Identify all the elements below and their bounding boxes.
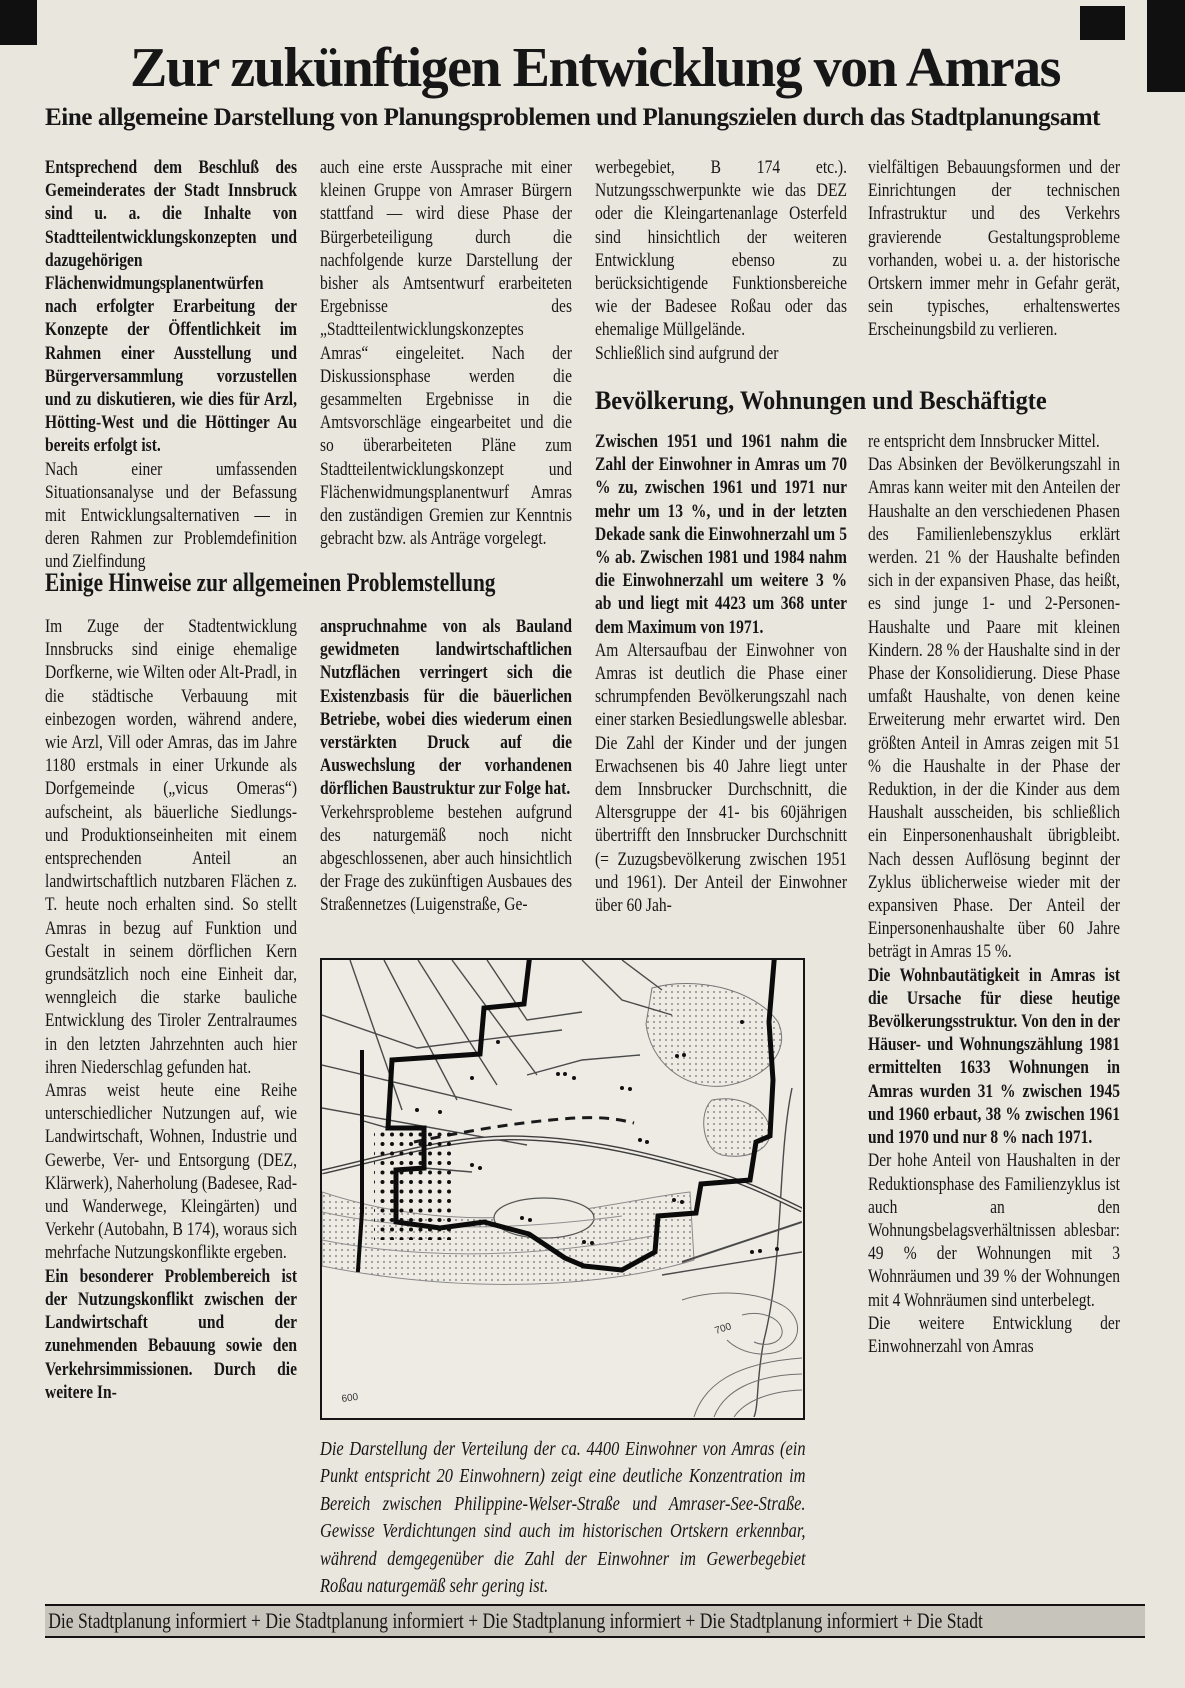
map-drawing	[322, 960, 802, 1417]
paragraph: Schließlich sind aufgrund der	[595, 343, 779, 364]
paragraph: Amras weist heute eine Reihe unterschiedlicher Nutzungen auf, wie Landwirtschaft, Wohnen, Industrie und Gewerbe, Ver- und Entsorgung (DEZ, Klärwerk), Naherholung (Badesee, Rad- und Wanderwege, Kleingärten) und Verkehr (Autobahn, B 174), woraus sich mehrfache Nutzungskonflikte ergeben.	[45, 1081, 297, 1264]
paragraph: Ein besonderer Problembereich ist der Nutzungskonflikt zwischen der Landwirtschaft und der zunehmenden Bebauung sowie den Verkehrsimmissionen. Durch die weitere In-	[45, 1266, 297, 1403]
column-1-main	[45, 616, 297, 1405]
crop-mark-top-right	[1080, 6, 1125, 40]
paragraph: Am Altersaufbau der Einwohner von Amras ist deutlich die Phase einer schrumpfenden Bevölkerungszahl nach einer starken Besiedlungswelle ablesbar. Die Zahl der Kinder und der jungen Erwachsenen bis 40 Jahre liegt unter dem Innsbrucker Durchschnitt, die Altersgruppe der 41- bis 60jährigen übertrifft den Innsbrucker Durchschnitt (= Zuzugsbevölkerung zwischen 1951 und 1961). Der Anteil der Einwohner über 60 Jah-	[595, 640, 847, 917]
paragraph: Die Wohnbautätigkeit in Amras ist die Ursache für diese heutige Bevölkerungsstruktur. Von den in der Häuser- und Wohnungszählung 1981 ermittelten 1633 Wohnungen in Amras wurden 31 % zwischen 1945 und 1960 erbaut, 38 % zwischen 1961 und 1970 und nur 8 % nach 1971.	[868, 965, 1120, 1149]
paragraph: Zwischen 1951 und 1961 nahm die Zahl der Einwohner in Amras um 70 % zu, zwischen 1961 und 1971 nur mehr um 13 %, und in der letzten Dekade sank die Einwohnerzahl um 5 % ab. Zwischen 1981 und 1984 nahm die Einwohnerzahl um weitere 3 % ab und liegt mit 4423 um 368 unter dem Maximum von 1971.	[595, 432, 847, 638]
lead-paragraph: Entsprechend dem Beschluß des Gemeinderates der Stadt Innsbruck sind u. a. die Inhalte von Stadtteilentwicklungskonzepten und dazugehörigen Flächenwidmungsplanentwürfen nach erfolgter Erarbeitung der Konzepte der Öffentlichkeit im Rahmen einer Ausstellung und Bürgerversammlung vorzustellen und zu diskutieren, wie dies für Arzl, Hötting-West und die Höttinger Au bereits erfolgt ist.	[45, 158, 297, 457]
population-distribution-map	[320, 958, 805, 1420]
paragraph: vielfältigen Bebauungsformen und der Einrichtungen der technischen Infrastruktur und des Verkehrs gravierende Gestaltungsprobleme vorhanden, wobei u. a. der historische Ortskern immer mehr in Gefahr gerät, sein typisches, erhaltenswertes Erscheinungsbild zu verlieren.	[868, 158, 1120, 341]
paragraph: Verkehrsprobleme bestehen aufgrund des naturgemäß noch nicht abgeschlossenen, aber auch hinsichtlich der Frage des zukünftigen Ausbaues des Straßennetzes (Luigenstraße, Ge-	[320, 802, 572, 916]
footer-banner-text: Die Stadtplanung informiert + Die Stadtplanung informiert + Die Stadtplanung informiert + Die Stadtplanung informiert + Die Stadt	[48, 1608, 983, 1633]
map-caption: Die Darstellung der Verteilung der ca. 4400 Einwohner von Amras (ein Punkt entspricht 20 Einwohnern) zeigt eine deutliche Konzentration im Bereich zwischen Philippine-Welser-Straße und Amraser-See-Straße. Gewisse Verdichtungen sind auch im historischen Ortskern erkennbar, während demgegenüber die Zahl der Einwohner im Gewerbegebiet Roßau naturgemäß sehr gering ist.	[320, 1439, 806, 1598]
column-4-main	[868, 431, 1120, 1599]
paragraph: Im Zuge der Stadtentwicklung Innsbrucks sind einige ehemalige Dorfkerne, wie Wilten oder Alt-Pradl, in die städtische Verbauung mit einbezogen worden, während andere, wie Arzl, Vill oder Amras, das im Jahre 1180 erstmals in einer Urkunde als Dorfgemeinde („vicus Omeras“) aufscheint, als bäuerliche Siedlungs- und Produktionseinheiten mit einem entsprechenden Anteil an landwirtschaftlich nutzbaren Flächen z. T. heute noch erhalten sind. So stellt Amras in bezug auf Funktion und Gestalt in seinem dörflichen Kern grundsätzlich noch eine Einheit dar, wenngleich die starke bauliche Entwicklung des Tiroler Zentralraumes in den letzten Jahrzehnten auch hier ihren Niederschlag gefunden hat.	[45, 617, 297, 1078]
column-1-intro	[45, 157, 297, 575]
paragraph: Der hohe Anteil von Haushalten in der Reduktionsphase des Familienzyklus ist auch an den Wohnungsbelagsverhältnissen ablesbar: 49 % der Wohnungen mit 3 Wohnräumen und 39 % der Wohnungen mit 4 Wohnräumen sind unterbelegt.	[868, 1151, 1120, 1311]
column-2-intro	[320, 157, 572, 551]
paragraph: Das Absinken der Bevölkerungszahl in Amras kann weiter mit den Anteilen der Haushalte an den verschiedenen Phasen des Familienlebenszyklus erklärt werden. 21 % der Haushalte befinden sich in der expansiven Phase, das heißt, es sind junge 1- und 2-Personen-Haushalte und Paare mit kleinen Kindern. 28 % der Haushalte sind in der Phase der Konsolidierung. Diese Phase umfaßt Haushalte, von denen keine Erweiterung mehr erwartet wird. Den größten Anteil in Amras zeigen mit 51 % die Haushalte in der Phase der Reduktion, in der die Kinder aus dem Haushalt ausscheiden, bis schließlich ein Einpersonenhaushalt übrigbleibt. Nach dessen Auflösung beginnt der Zyklus üblicherweise wieder mit der expansiven Phase. Der Anteil der Einpersonenhaushalte über 60 Jahre beträgt in Amras 15 %.	[868, 455, 1120, 963]
paragraph: Nach einer umfassenden Situationsanalyse und der Befassung mit Entwicklungsalternativen — in deren Rahmen zur Problemdefinition und Zielfindung	[45, 459, 297, 573]
crop-mark-right-edge	[1147, 0, 1185, 92]
paragraph: re entspricht dem Innsbrucker Mittel.	[868, 432, 1100, 452]
section-heading-bevoelkerung: Bevölkerung, Wohnungen und Beschäftigte	[595, 386, 1047, 415]
contour-label-600: 600	[340, 1391, 359, 1405]
crop-mark-top-left	[0, 0, 37, 45]
paragraph: auch eine erste Aussprache mit einer kleinen Gruppe von Amraser Bürgern stattfand — wird diese Phase der Bürgerbeteiligung durch die nachfolgende kurze Darstellung der bisher als Amtsentwurf erarbeiteten Ergebnisse des „Stadtteilentwicklungskonzeptes Amras“ eingeleitet. Nach der Diskussionsphase werden die gesammelten Ergebnisse in die Amtsvorschläge eingearbeitet und die so überarbeiteten Pläne zum Stadtteilentwicklungskonzept und Flächenwidmungsplanentwurf Amras den zuständigen Gremien zur Kenntnis gebracht bzw. als Anträge vorgelegt.	[320, 158, 572, 550]
article-subtitle: Eine allgemeine Darstellung von Planungsproblemen und Planungszielen durch das Stadtplanungsamt	[45, 104, 1101, 131]
paragraph: anspruchnahme von als Bauland gewidmeten landwirtschaftlichen Nutzflächen verringert sich die Existenzbasis für die bäuerlichen Betriebe, wobei dies wiederum einen verstärkten Druck auf die Auswechslung der vorhandenen dörflichen Baustruktur zur Folge hat.	[320, 617, 572, 800]
column-4-intro	[868, 157, 1120, 343]
paragraph: Die weitere Entwicklung der Einwohnerzahl von Amras	[868, 1313, 1120, 1357]
column-3-main	[595, 431, 847, 955]
column-3-intro	[595, 157, 847, 366]
article-title: Zur zukünftigen Entwicklung von Amras	[130, 37, 1060, 99]
section-heading-problemstellung: Einige Hinweise zur allgemeinen Problemstellung	[45, 568, 496, 597]
paragraph: werbegebiet, B 174 etc.). Nutzungsschwerpunkte wie das DEZ oder die Kleingartenanlage Osterfeld sind hinsichtlich der weiteren Entwicklung ebenso zu berücksichtigende Funktionsbereiche wie der Badesee Roßau oder das ehemalige Müllgelände.	[595, 158, 847, 341]
column-2-main	[320, 616, 572, 958]
footer-banner	[45, 1604, 1145, 1638]
contour-label-700: 700	[713, 1321, 733, 1337]
